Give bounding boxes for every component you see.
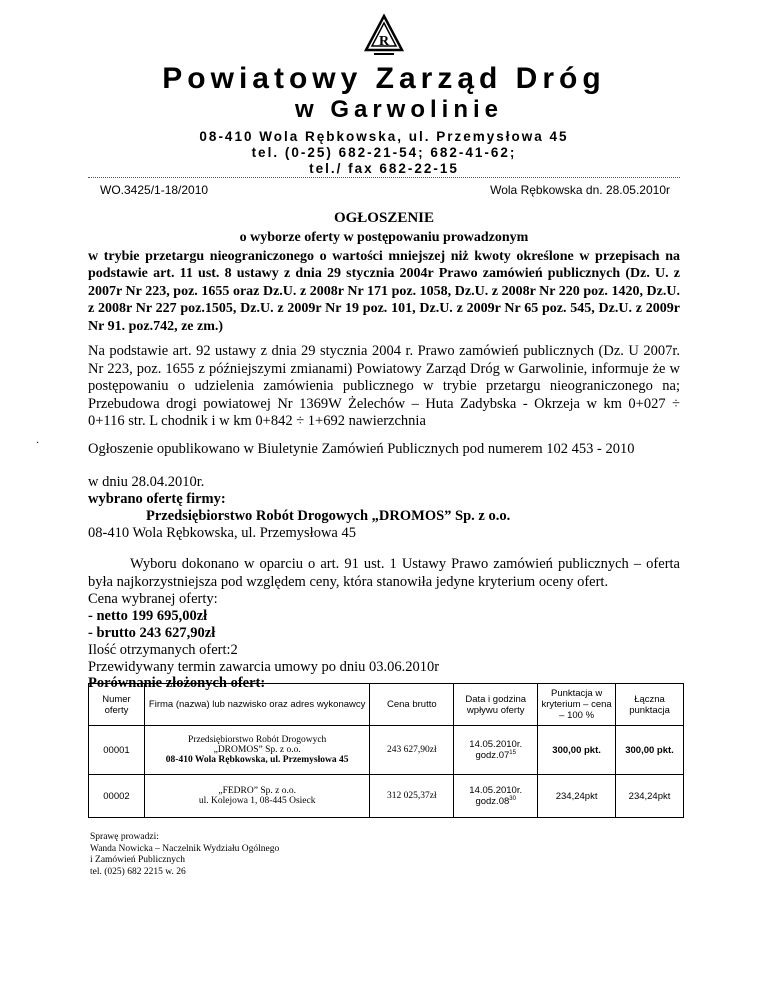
offer-total: 300,00 pkt. <box>616 726 684 775</box>
footer-line: tel. (025) 682 2215 w. 26 <box>90 866 186 877</box>
road-authority-logo <box>364 14 404 60</box>
contract-date: Przewidywany termin zawarcia umowy po dniu 03.06.2010r <box>88 659 440 675</box>
footer-line: Sprawę prowadzi: <box>90 832 159 842</box>
chosen-label: wybrano ofertę firmy: <box>88 491 226 507</box>
offers-count: Ilość otrzymanych ofert:2 <box>88 642 238 658</box>
offer-price: 312 025,37zł <box>370 775 454 818</box>
offer-company: „FEDRO” Sp. z o.o. ul. Kolejowa 1, 08-445 Osieck <box>144 775 369 818</box>
net-price: - netto 199 695,00zł <box>88 608 208 624</box>
announcement-subtitle: o wyborze oferty w postępowaniu prowadzonym <box>239 230 529 245</box>
footer-line: i Zamówień Publicznych <box>90 855 185 865</box>
header-number: Numer oferty <box>89 684 145 726</box>
header-score: Punktacja w kryterium – cena – 100 % <box>538 684 616 726</box>
chosen-company: Przedsiębiorstwo Robót Drogowych „DROMOS” Sp. z o.o. <box>146 508 511 524</box>
offers-table <box>88 683 684 818</box>
org-fax: tel./ fax 682-22-15 <box>309 161 459 176</box>
bulletin-info: Ogłoszenie opublikowano w Biuletynie Zamówień Publicznych pod numerem 102 453 - 2010 <box>88 441 635 457</box>
case-handler <box>90 832 279 878</box>
offer-number: 00002 <box>89 775 145 818</box>
org-phone: tel. (0-25) 682-21-54; 682-41-62; <box>251 145 517 160</box>
place-date: Wola Rębkowska dn. 28.05.2010r <box>490 183 670 197</box>
comparison-label: Porównanie złożonych ofert: <box>88 675 266 691</box>
offer-total: 234,24pkt <box>616 775 684 818</box>
header-date: Data i godzina wpływu oferty <box>454 684 538 726</box>
intro-paragraph: Na podstawie art. 92 ustawy z dnia 29 stycznia 2004 r. Prawo zamówień publicznych (Dz. U 2007r. Nr 223, poz. 1655 z późniejszymi zmianami) Powiatowy Zarząd Dróg w Garwolinie, informuje że w postępowaniu o udzielenia zamówienia publicznego w trybie przetargu nieograniczonego na; Przebudowa drogi powiatowej Nr 1369W Żelechów – Huta Zadybska - Okrzeja w km 0+027 ÷ 0+116 str. L chodnik i w km 0+842 ÷ 1+692 nawierzchnia <box>88 343 680 429</box>
offer-company: Przedsiębiorstwo Robót Drogowych „DROMOS” Sp. z o.o. 08-410 Wola Rębkowska, ul. Przemysłowa 45 <box>144 726 369 775</box>
header-divider <box>88 177 680 178</box>
announcement-title: OGŁOSZENIE <box>333 210 435 226</box>
org-city: w Garwolinie <box>294 96 504 123</box>
footer-line: Wanda Nowicka – Naczelnik Wydziału Ogólnego <box>90 843 280 854</box>
logo-letter: R <box>378 34 390 49</box>
offer-date: 14.05.2010r. $godz.07^{15}$ <box>454 726 538 775</box>
org-address: 08-410 Wola Rębkowska, ul. Przemysłowa 45 <box>199 129 569 144</box>
justification: Wyboru dokonano w oparciu o art. 91 ust. 1 Ustawy Prawo zamówień publicznych – oferta była najkorzystniejsza pod względem ceny, która stanowiła jedyne kryterium oceny ofert. <box>88 556 680 590</box>
offer-number: 00001 <box>89 726 145 775</box>
offer-score: 300,00 pkt. <box>538 726 616 775</box>
offer-price: 243 627,90zł <box>370 726 454 775</box>
gross-price: - brutto 243 627,90zł <box>88 625 216 641</box>
chosen-company-address: 08-410 Wola Rębkowska, ul. Przemysłowa 45 <box>88 525 356 541</box>
table-row <box>89 775 684 818</box>
price-label: Cena wybranej oferty: <box>88 591 218 607</box>
header-price: Cena brutto <box>370 684 454 726</box>
offer-score: 234,24pkt <box>538 775 616 818</box>
header-total: Łączna punktacja <box>616 684 684 726</box>
table-row <box>89 726 684 775</box>
table-header-row <box>89 684 684 726</box>
org-name: Powiatowy Zarząd Dróg <box>162 62 606 95</box>
stray-mark: . <box>36 432 39 446</box>
date-line: w dniu 28.04.2010r. <box>88 474 205 490</box>
legal-basis: w trybie przetargu nieograniczonego o wartości mniejszej niż kwoty określone w przepisach na podstawie art. 11 ust. 8 ustawy z dnia 29 stycznia 2004r Prawo zamówień publicznych (Dz. U. z 2007r Nr 223, poz. 1655 oraz Dz.U. z 2008r Nr 171 poz. 1058, Dz.U. z 2008r Nr 220 poz. 1420, Dz.U. z 2008r Nr 227 poz.1505, Dz.U. z 2009r Nr 19 poz. 101, Dz.U. z 2009r Nr 65 poz. 545, Dz.U. z 2009r Nr 91. poz.742, ze zm.) <box>88 249 680 334</box>
offer-date: 14.05.2010r. $godz.08^{30}$ <box>454 775 538 818</box>
reference-number: WO.3425/1-18/2010 <box>100 183 209 197</box>
header-company: Firma (nazwa) lub nazwisko oraz adres wykonawcy <box>144 684 369 726</box>
